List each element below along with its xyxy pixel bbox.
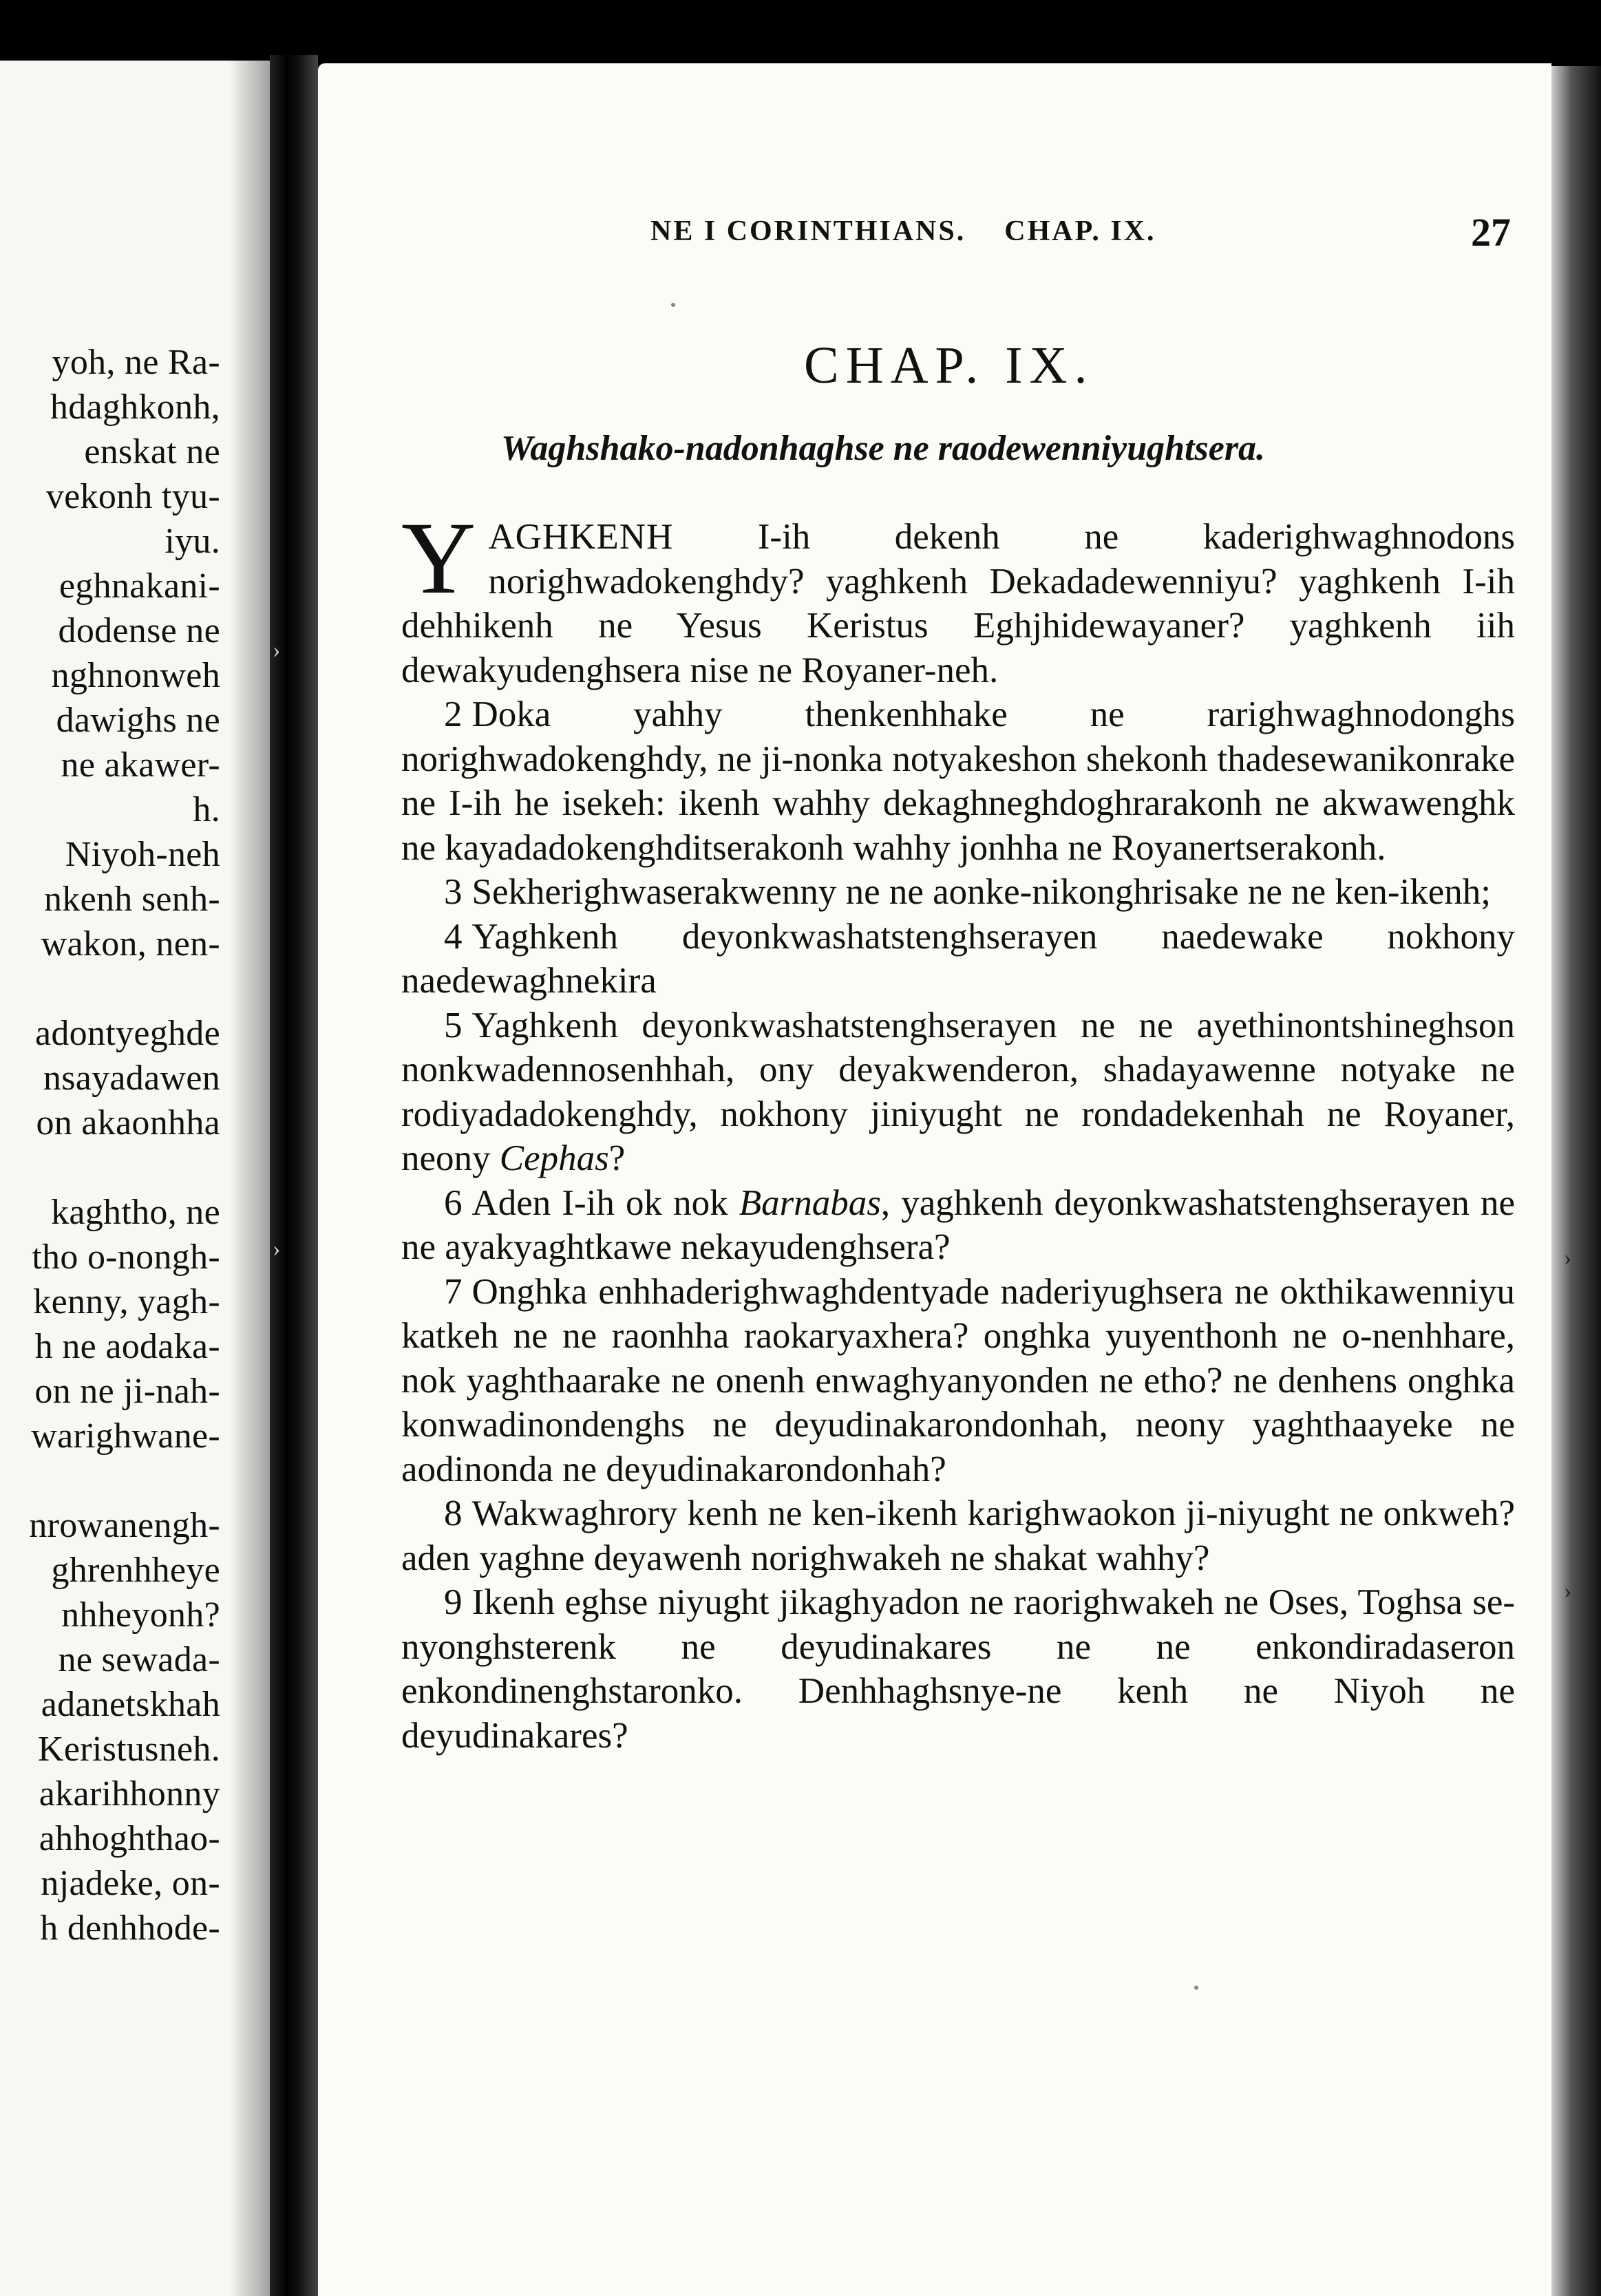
- left-page-line: dawighs ne: [56, 701, 220, 740]
- left-page-line: on ne ji-nah-: [34, 1372, 220, 1411]
- left-page-line: Keristusneh.: [38, 1730, 220, 1769]
- edge-mark: ›: [1564, 1578, 1572, 1604]
- left-page-line: on akaonhha: [36, 1103, 220, 1142]
- paper-speck: [671, 303, 675, 307]
- verse: [401, 501, 1515, 692]
- italic-name: Barnabas: [739, 1182, 881, 1223]
- verse-number: 6: [444, 1182, 463, 1223]
- left-page-line: Niyoh-neh: [65, 835, 220, 874]
- left-page-line: kaghtho, ne: [51, 1193, 220, 1232]
- left-page-line: nkenh senh-: [43, 880, 220, 919]
- verse: [401, 915, 1515, 1003]
- left-page-line: ahhoghthao-: [39, 1819, 220, 1858]
- verse-number: 7: [444, 1271, 463, 1312]
- chapter-title: CHAP. IX.: [804, 337, 1094, 394]
- verse: [401, 1003, 1515, 1181]
- left-page-line: [0, 966, 220, 1011]
- book-gutter: [270, 55, 318, 2296]
- edge-mark: ›: [1564, 1245, 1572, 1271]
- left-page-line: iyu.: [165, 522, 220, 561]
- verse-number: 5: [444, 1005, 463, 1045]
- chapter-subtitle: Waghshako-nadonhaghse ne raodewenniyughtsera.: [501, 429, 1266, 468]
- left-page-text: [0, 340, 220, 1950]
- verse-text: Ikenh eghse niyught jikaghyadon ne raorighwakeh ne Oses, Toghsa se-nyonghsterenk ne deyudinakares ne ne enkondiradaseron enkondinenghstaronko. Denhhaghsnye-ne kenh ne Niyoh ne deyudinakares?: [401, 1582, 1515, 1756]
- verse: [401, 1181, 1515, 1270]
- verse-text: Doka yahhy thenkenhhake ne rarighwaghnodonghs norighwadokenghdy, ne ji-nonka notyakeshon shekonh thadesewanikonrake ne I-ih he isekeh: ikenh wahhy dekaghneghdoghrarakonh ne akwawenghk ne kayadadokenghditserakonh wahhy jonhha ne Royanertserakonh.: [401, 694, 1515, 868]
- left-page-line: ne akawer-: [61, 745, 220, 785]
- paper-speck: [1194, 1986, 1198, 1990]
- verse-text: , yaghkenh deyonkwashatstenghserayen ne ne ayakyaghtkawe nekayudenghsera?: [401, 1182, 1515, 1267]
- verse: [401, 1580, 1515, 1758]
- left-page-line: warighwane-: [31, 1416, 220, 1456]
- page-number: 27: [1471, 210, 1511, 255]
- verse-number: 4: [444, 916, 463, 957]
- verse-number: 3: [444, 872, 463, 912]
- left-page-line: nhheyonh?: [61, 1595, 220, 1635]
- gutter-mark: ›: [273, 1236, 281, 1262]
- left-page-line: ne sewada-: [58, 1640, 220, 1679]
- left-page-line: nghnonweh: [51, 656, 220, 695]
- verse: [401, 1491, 1515, 1580]
- left-page-line: h denhhode-: [40, 1909, 220, 1948]
- verse-text: ?: [608, 1138, 626, 1178]
- left-page-line: dodense ne: [58, 611, 220, 650]
- left-page-line: wakon, nen-: [41, 924, 220, 964]
- left-page-line: akarihhonny: [39, 1774, 220, 1814]
- left-page-line: h.: [193, 790, 220, 829]
- running-chapter: CHAP. IX.: [1004, 215, 1156, 247]
- verse-text: Onghka enhhaderighwaghdentyade naderiyughsera ne okthikawenniyu katkeh ne ne raonhha raokaryaxhera? onghka yuyenthonh ne o-nenhhare, nok yaghthaarake ne onenh enwaghyanyonden ne etho? ne denhens onghka konwadinondenghs ne deyudinakarondonhah, neony yaghthaayeke ne aodinonda ne deyudinakarondonhah?: [401, 1271, 1515, 1489]
- verse: [401, 870, 1515, 915]
- verse-text: Sekherighwaserakwenny ne ne aonke-nikonghrisake ne ne ken-ikenh;: [471, 872, 1492, 912]
- right-page-edge: [1551, 66, 1601, 2296]
- left-page-line: kenny, yagh-: [33, 1282, 220, 1321]
- left-page-line: yoh, ne Ra-: [52, 343, 220, 382]
- verse-number: 9: [444, 1582, 463, 1622]
- left-page-line: hdaghkonh,: [50, 387, 220, 427]
- left-page-line: eghnakani-: [59, 566, 220, 606]
- verse-number: 2: [444, 694, 463, 734]
- verse-number: 8: [444, 1494, 463, 1533]
- left-page-line: njadeke, on-: [41, 1864, 220, 1903]
- running-title: [650, 215, 1156, 248]
- left-page-shadow: [229, 61, 270, 2296]
- running-book-title: NE I CORINTHIANS.: [650, 215, 966, 247]
- running-header: [650, 209, 1511, 264]
- verse-text: Wakwaghrory kenh ne ken-ikenh karighwaokon ji-niyught ne onkweh? aden yaghne deyawenh norighwakeh ne shakat wahhy?: [401, 1494, 1515, 1578]
- verse-text: Aden I-ih ok nok: [471, 1182, 739, 1223]
- left-page-line: adanetskhah: [41, 1685, 220, 1724]
- left-page-line: enskat ne: [84, 432, 220, 471]
- left-page-line: [0, 1145, 220, 1190]
- left-page-line: h ne aodaka-: [34, 1327, 220, 1366]
- verse-lead: AGHKENH: [488, 517, 674, 557]
- verse-text: Yaghkenh deyonkwashatstenghserayen naedewake nokhony naedewaghnekira: [401, 916, 1515, 1001]
- left-page-line: tho o-nongh-: [32, 1237, 220, 1277]
- verse: [401, 692, 1515, 870]
- left-page-line: [0, 1458, 220, 1503]
- left-page-line: vekonh tyu-: [45, 477, 220, 516]
- left-page-line: ghrenhheye: [51, 1551, 220, 1590]
- left-page-line: adontyeghde: [35, 1014, 220, 1053]
- gutter-mark: ›: [273, 637, 281, 663]
- left-page-line: nrowanengh-: [29, 1506, 220, 1545]
- drop-cap: Y: [401, 501, 476, 615]
- chapter-body: [401, 501, 1515, 1758]
- left-page-line: nsayadawen: [43, 1059, 220, 1098]
- verse-text: Yaghkenh deyonkwashatstenghserayen ne ne ayethinontshineghson nonkwadennosenhhah, ony deyakwenderon, shadayawenne notyake ne rodiyadadokenghdy, nokhony jiniyught ne rondadekenhah ne Royaner, neony: [401, 1005, 1515, 1178]
- verse-text: I-ih dekenh ne kaderighwaghnodons norighwadokenghdy? yaghkenh Dekadadewenniyu? yaghkenh I-ih dehhikenh ne Yesus Keristus Eghjhidewayaner? yaghkenh iih dewakyudenghsera nise ne Royaner-neh.: [401, 517, 1515, 690]
- left-page: [0, 61, 270, 2296]
- verse: [401, 1270, 1515, 1492]
- italic-name: Cephas: [499, 1138, 609, 1178]
